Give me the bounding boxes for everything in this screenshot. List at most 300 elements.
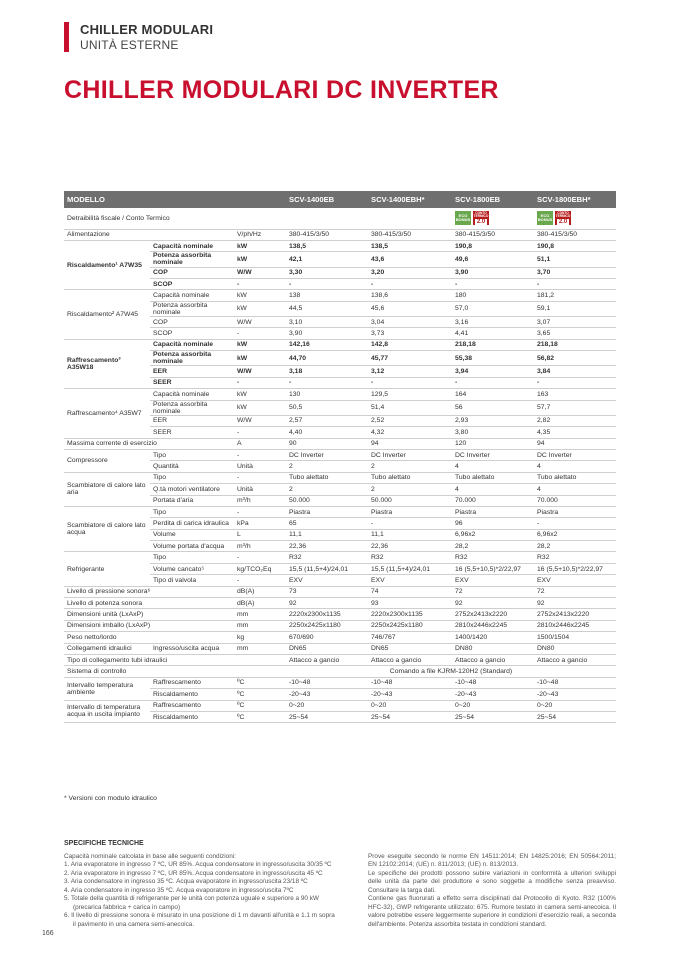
row-value: 4,35 xyxy=(534,427,616,438)
row-param-label: Capacità nominale xyxy=(150,389,234,400)
row-value: 15,5 (11,5+4)/24,01 xyxy=(368,563,452,574)
row-value: -20~43 xyxy=(286,689,368,700)
row-unit: W/W xyxy=(234,316,286,327)
row-value: 51,4 xyxy=(368,400,452,415)
specs-note: Le specifiche dei prodotti possono subire variazioni in conformità a ulteriori sviluppi delle unità da parte del produttore e sono soggette a modifiche senza preavviso. Consultare la targa dati. xyxy=(368,869,616,894)
row-group-label: Livello di potenza sonora xyxy=(64,598,234,609)
row-param-label: Portata d'aria xyxy=(150,495,234,506)
row-value: 4 xyxy=(534,484,616,495)
row-value: 1400/1420 xyxy=(452,632,534,643)
row-param-label: Volume xyxy=(150,529,234,540)
row-unit: kW xyxy=(234,240,286,251)
row-value: DN65 xyxy=(286,643,368,654)
row-value: 2250x2425x1180 xyxy=(286,620,368,631)
row-value: 1500/1504 xyxy=(534,632,616,643)
page-number: 166 xyxy=(42,930,54,937)
row-value: 25~54 xyxy=(534,711,616,722)
row-value: 44,5 xyxy=(286,301,368,316)
row-value: 50,5 xyxy=(286,400,368,415)
row-param-label: Ingresso/uscita acqua xyxy=(150,643,234,654)
row-unit: ºC xyxy=(234,677,286,688)
page-title: CHILLER MODULARI DC INVERTER xyxy=(64,76,499,104)
row-value: 2,93 xyxy=(452,415,534,426)
row-value: EXV xyxy=(286,575,368,586)
row-param-label: Potenza assorbita nominale xyxy=(150,252,234,267)
row-value: - xyxy=(534,377,616,388)
row-value: DC Inverter xyxy=(286,449,368,460)
row-param-label: Perdita di carica idraulica xyxy=(150,518,234,529)
row-value: 3,07 xyxy=(534,316,616,327)
row-param-label: SCOP xyxy=(150,278,234,289)
row-value: DN80 xyxy=(534,643,616,654)
row-value: Attacco a gancio xyxy=(452,655,534,666)
row-value: 92 xyxy=(286,598,368,609)
row-value: R32 xyxy=(534,552,616,563)
row-param-label: Volume portata d'acqua xyxy=(150,541,234,552)
row-value: - xyxy=(452,377,534,388)
row-group-label: Sistema di controllo xyxy=(64,666,234,677)
row-param-label: Tipo xyxy=(150,506,234,517)
eco-bonus-badge: ECO BONUS xyxy=(537,211,553,225)
row-param-label: COP xyxy=(150,316,234,327)
row-value: 90 xyxy=(286,438,368,449)
row-value: - xyxy=(534,278,616,289)
row-value: 56 xyxy=(452,400,534,415)
row-value: -20~43 xyxy=(534,689,616,700)
table-row xyxy=(64,666,616,677)
section-title: CHILLER MODULARI xyxy=(80,22,214,37)
row-param-label: Capacità nominale xyxy=(150,339,234,350)
row-value: 3,04 xyxy=(368,316,452,327)
row-unit: kg xyxy=(234,632,286,643)
row-value: 3,90 xyxy=(452,267,534,278)
row-unit: - xyxy=(234,328,286,339)
row-value: 3,80 xyxy=(452,427,534,438)
row-value: 0~20 xyxy=(286,700,368,711)
table-row xyxy=(64,229,616,240)
table-row xyxy=(64,389,616,400)
row-value: 70.000 xyxy=(452,495,534,506)
row-value: Piastra xyxy=(286,506,368,517)
row-param-label: Capacità nominale xyxy=(150,240,234,251)
row-value: Attacco a gancio xyxy=(286,655,368,666)
header-accent-bar xyxy=(64,22,69,52)
row-value: Attacco a gancio xyxy=(368,655,452,666)
row-unit: kW xyxy=(234,389,286,400)
row-value: 2,57 xyxy=(286,415,368,426)
row-value: 4 xyxy=(452,461,534,472)
row-value: - xyxy=(452,278,534,289)
row-value: 6,96x2 xyxy=(534,529,616,540)
row-value: R32 xyxy=(452,552,534,563)
table-row xyxy=(64,677,616,688)
row-value: 25~54 xyxy=(452,711,534,722)
row-value: 0~20 xyxy=(452,700,534,711)
row-value: 218,18 xyxy=(534,339,616,350)
row-value: 3,90 xyxy=(286,328,368,339)
specs-item: 5. Totale della quantità di refrigerante per le unità con potenza uguale e superiore a 90 kW (precarica fabbrica + carica in campo) xyxy=(64,895,319,911)
table-row xyxy=(64,506,616,517)
row-value: DC Inverter xyxy=(452,449,534,460)
row-unit: kW xyxy=(234,339,286,350)
row-value: 94 xyxy=(368,438,452,449)
row-value: 4 xyxy=(452,484,534,495)
table-row xyxy=(64,643,616,654)
row-value: EXV xyxy=(368,575,452,586)
row-value: 190,8 xyxy=(452,240,534,251)
row-value: 3,70 xyxy=(534,267,616,278)
eco-bonus-badge: ECO BONUS xyxy=(455,211,471,225)
row-group-label: Riscaldamento² A7W45 xyxy=(64,290,150,339)
row-unit: - xyxy=(234,575,286,586)
row-value: 2 xyxy=(368,484,452,495)
row-unit: - xyxy=(234,278,286,289)
row-value: 51,1 xyxy=(534,252,616,267)
row-value: 93 xyxy=(368,598,452,609)
row-value: - xyxy=(286,278,368,289)
row-value: 3,16 xyxy=(452,316,534,327)
row-value: 25~54 xyxy=(368,711,452,722)
footnote: * Versioni con modulo idraulico xyxy=(64,795,157,802)
row-value: Piastra xyxy=(368,506,452,517)
row-value: -10~48 xyxy=(368,677,452,688)
row-unit: W/W xyxy=(234,366,286,377)
header-model: SCV-1400EB xyxy=(286,191,368,208)
row-value: 25~54 xyxy=(286,711,368,722)
incentive-label: Detraibilità fiscale / Conto Termico xyxy=(64,208,286,229)
row-value: 2752x2413x2220 xyxy=(452,609,534,620)
row-value: 56,82 xyxy=(534,351,616,366)
row-value: -10~48 xyxy=(534,677,616,688)
row-group-label: Livello di pressione sonora⁶ xyxy=(64,586,234,597)
table-row xyxy=(64,632,616,643)
row-value: Attacco a gancio xyxy=(534,655,616,666)
table-header-row xyxy=(64,191,616,208)
row-value: 50.000 xyxy=(286,495,368,506)
row-value: Tubo alettato xyxy=(452,472,534,483)
row-unit: ºC xyxy=(234,711,286,722)
row-value: 380-415/3/50 xyxy=(368,229,452,240)
table-row xyxy=(64,620,616,631)
table-row xyxy=(64,655,616,666)
row-value: 138,5 xyxy=(286,240,368,251)
row-value: 3,94 xyxy=(452,366,534,377)
row-group-label: Compressore xyxy=(64,449,150,472)
row-unit: mm xyxy=(234,643,286,654)
row-value: 2 xyxy=(286,484,368,495)
row-value: DN80 xyxy=(452,643,534,654)
row-value: -10~48 xyxy=(286,677,368,688)
row-value: 380-415/3/50 xyxy=(452,229,534,240)
row-param-label: SEER xyxy=(150,427,234,438)
row-value: 45,77 xyxy=(368,351,452,366)
row-value: 142,16 xyxy=(286,339,368,350)
row-value: -20~43 xyxy=(452,689,534,700)
specs-heading: SPECIFICHE TECNICHE xyxy=(64,840,144,847)
row-param-label: Potenza assorbita nominale xyxy=(150,351,234,366)
incentive-badges xyxy=(537,211,571,225)
row-value: 49,6 xyxy=(452,252,534,267)
row-unit: A xyxy=(234,438,286,449)
row-value: - xyxy=(368,377,452,388)
spec-table xyxy=(64,191,616,723)
row-group-label: Riscaldamento¹ A7W35 xyxy=(64,240,150,289)
row-value: Comando a file KJRM-120H2 (Standard) xyxy=(286,666,616,677)
row-value: 65 xyxy=(286,518,368,529)
row-value: 3,84 xyxy=(534,366,616,377)
row-value: 380-415/3/50 xyxy=(534,229,616,240)
row-group-label: Scambiatore di calore lato aria xyxy=(64,472,150,506)
row-value: 4,32 xyxy=(368,427,452,438)
row-unit: kW xyxy=(234,290,286,301)
row-value: 138,5 xyxy=(368,240,452,251)
row-value: 16 (5,5+10,5)*2/22,97 xyxy=(534,563,616,574)
row-value: 138 xyxy=(286,290,368,301)
row-value: 2810x2446x2245 xyxy=(534,620,616,631)
row-value: EXV xyxy=(452,575,534,586)
row-value: DC Inverter xyxy=(534,449,616,460)
row-unit: Unità xyxy=(234,484,286,495)
row-value: 4,41 xyxy=(452,328,534,339)
row-value: -10~48 xyxy=(452,677,534,688)
row-value: 2752x2413x2220 xyxy=(534,609,616,620)
row-value: 57,7 xyxy=(534,400,616,415)
table-row xyxy=(64,240,616,251)
table-row xyxy=(64,339,616,350)
incentive-badges xyxy=(455,211,489,225)
row-value: 70.000 xyxy=(534,495,616,506)
row-value: 3,30 xyxy=(286,267,368,278)
row-value: Piastra xyxy=(452,506,534,517)
row-group-label: Massima corrente di esercizio xyxy=(64,438,234,449)
row-value: - xyxy=(534,518,616,529)
row-value: 4,40 xyxy=(286,427,368,438)
row-value: R32 xyxy=(368,552,452,563)
row-group-label: Alimentazione xyxy=(64,229,234,240)
row-param-label: Tipo xyxy=(150,472,234,483)
row-value: Tubo alettato xyxy=(286,472,368,483)
row-param-label: Potenza assorbita nominale xyxy=(150,400,234,415)
row-group-label: Intervallo di temperatura acqua in uscita impianto xyxy=(64,700,150,723)
specs-notes xyxy=(368,853,616,929)
section-subtitle: UNITÀ ESTERNE xyxy=(80,38,179,52)
row-value: 44,70 xyxy=(286,351,368,366)
row-group-label: Raffrescamento⁴ A35W7 xyxy=(64,389,150,438)
table-row xyxy=(64,449,616,460)
row-unit: Unità xyxy=(234,461,286,472)
row-value: 59,1 xyxy=(534,301,616,316)
table-row xyxy=(64,700,616,711)
row-value: 2,82 xyxy=(534,415,616,426)
row-group-label: Intervallo temperatura ambiente xyxy=(64,677,150,700)
row-group-label: Peso netto/lordo xyxy=(64,632,234,643)
row-value: 11,1 xyxy=(368,529,452,540)
row-unit: dB(A) xyxy=(234,598,286,609)
header-model-label: MODELLO xyxy=(64,191,286,208)
row-value: 3,12 xyxy=(368,366,452,377)
specs-item: 2. Aria evaporatore in ingresso 7 ºC, UR 85%. Acqua condensatore in ingresso/uscita 45 ºC xyxy=(64,869,323,877)
row-unit: kW xyxy=(234,301,286,316)
row-value: 2810x2446x2245 xyxy=(452,620,534,631)
row-value: 142,8 xyxy=(368,339,452,350)
row-unit: W/W xyxy=(234,267,286,278)
row-value: 2220x2300x1135 xyxy=(286,609,368,620)
row-value: 0~20 xyxy=(368,700,452,711)
row-value: 11,1 xyxy=(286,529,368,540)
row-unit: kg/TCO₂Eq xyxy=(234,563,286,574)
row-value: 138,6 xyxy=(368,290,452,301)
row-param-label: COP xyxy=(150,267,234,278)
row-param-label: Raffrescamento xyxy=(150,677,234,688)
header-model: SCV-1400EBH* xyxy=(368,191,452,208)
row-group-label: Tipo di collegamento tubi idraulici xyxy=(64,655,234,666)
row-value: 72 xyxy=(534,586,616,597)
row-value: 57,0 xyxy=(452,301,534,316)
row-value: 72 xyxy=(452,586,534,597)
row-unit: dB(A) xyxy=(234,586,286,597)
row-value: 50.000 xyxy=(368,495,452,506)
row-value: 55,38 xyxy=(452,351,534,366)
row-unit: kW xyxy=(234,400,286,415)
row-value: 22,36 xyxy=(368,541,452,552)
row-group-label: Collegamenti idraulici xyxy=(64,643,150,654)
row-value: 6,96x2 xyxy=(452,529,534,540)
row-value: R32 xyxy=(286,552,368,563)
row-unit: L xyxy=(234,529,286,540)
row-group-label: Scambiatore di calore lato acqua xyxy=(64,506,150,552)
row-value: 180 xyxy=(452,290,534,301)
row-value: 3,18 xyxy=(286,366,368,377)
row-value: 130 xyxy=(286,389,368,400)
row-value: 73 xyxy=(286,586,368,597)
row-param-label: Tipo di valvola xyxy=(150,575,234,586)
header-model: SCV-1800EB xyxy=(452,191,534,208)
row-value: - xyxy=(368,518,452,529)
row-value: Piastra xyxy=(534,506,616,517)
header-model: SCV-1800EBH* xyxy=(534,191,616,208)
row-param-label: SCOP xyxy=(150,328,234,339)
row-value: 181,2 xyxy=(534,290,616,301)
table-row xyxy=(64,290,616,301)
row-unit: kPa xyxy=(234,518,286,529)
row-value: 2,52 xyxy=(368,415,452,426)
specs-note: Contiene gas fluorurati a effetto serra disciplinati dal Protocollo di Kyoto. R32 (100% HFC-32), GWP refrigerante utilizzato: 675. Rumore testato in camera semi-anecoica. Il valore potrebbe essere leggermente superiore in condizioni d'esercizio reali, a seconda dell'ambiente. Potenza assorbita testata in condizioni standard. xyxy=(368,895,616,928)
row-unit: mm xyxy=(234,620,286,631)
row-value: 164 xyxy=(452,389,534,400)
row-unit: - xyxy=(234,377,286,388)
table-row xyxy=(64,472,616,483)
row-value: 16 (5,5+10,5)*2/22,97 xyxy=(452,563,534,574)
specs-item: 1. Aria evaporatore in ingresso 7 ºC, UR 85%. Acqua condensatore in ingresso/uscita 30/35 ºC xyxy=(64,861,332,869)
table-row xyxy=(64,609,616,620)
row-value: - xyxy=(368,278,452,289)
row-value: 2250x2425x1180 xyxy=(368,620,452,631)
row-param-label: Riscaldamento xyxy=(150,689,234,700)
row-value: 15,5 (11,5+4)/24,01 xyxy=(286,563,368,574)
row-value: 129,5 xyxy=(368,389,452,400)
incentive-row xyxy=(64,208,616,229)
row-group-label: Refrigerante xyxy=(64,552,150,586)
conto-termico-badge: CONTO TERMICO 2.0 xyxy=(473,210,489,225)
row-unit: ºC xyxy=(234,689,286,700)
row-param-label: Tipo xyxy=(150,449,234,460)
specs-item: 3. Aria condensatore in ingresso 35 ºC. Acqua evaporatore in ingresso/uscita 23/18 ºC xyxy=(64,878,308,886)
row-value: 96 xyxy=(452,518,534,529)
row-param-label: Potenza assorbita nominale xyxy=(150,301,234,316)
row-value: 218,18 xyxy=(452,339,534,350)
row-param-label: Raffrescamento xyxy=(150,700,234,711)
row-param-label: EER xyxy=(150,415,234,426)
row-value: 28,2 xyxy=(452,541,534,552)
row-unit xyxy=(234,666,286,677)
specs-note: Prove eseguite secondo le norme EN 14511:2014; EN 14825:2016; EN 50564:2011; EN 12102:2014; (UE) n. 811/2013; (UE) n. 813/2013. xyxy=(368,853,616,869)
row-unit: ºC xyxy=(234,700,286,711)
row-value: 3,20 xyxy=(368,267,452,278)
row-value: 94 xyxy=(534,438,616,449)
row-unit: - xyxy=(234,449,286,460)
row-unit: V/ph/Hz xyxy=(234,229,286,240)
row-unit: - xyxy=(234,427,286,438)
row-value: 45,6 xyxy=(368,301,452,316)
row-value: 3,73 xyxy=(368,328,452,339)
row-group-label: Raffrescamento³ A35W18 xyxy=(64,339,150,388)
row-param-label: Q.tà motori ventilatore xyxy=(150,484,234,495)
row-value: DC Inverter xyxy=(368,449,452,460)
row-value: - xyxy=(286,377,368,388)
row-param-label: Tipo xyxy=(150,552,234,563)
row-value: 380-415/3/50 xyxy=(286,229,368,240)
row-value: EXV xyxy=(534,575,616,586)
row-unit: W/W xyxy=(234,415,286,426)
row-unit: mm xyxy=(234,609,286,620)
row-value: 3,65 xyxy=(534,328,616,339)
table-row xyxy=(64,552,616,563)
row-unit: m³/h xyxy=(234,495,286,506)
row-value: 42,1 xyxy=(286,252,368,267)
specs-conditions xyxy=(64,853,338,929)
row-value: 0~20 xyxy=(534,700,616,711)
row-value: 43,6 xyxy=(368,252,452,267)
row-value: 670/690 xyxy=(286,632,368,643)
row-value: 120 xyxy=(452,438,534,449)
conto-termico-badge: CONTO TERMICO 2.0 xyxy=(555,210,571,225)
row-value: DN65 xyxy=(368,643,452,654)
row-value: 2220x2300x1135 xyxy=(368,609,452,620)
row-param-label: EER xyxy=(150,366,234,377)
row-value: 190,8 xyxy=(534,240,616,251)
row-value: 2 xyxy=(286,461,368,472)
table-row xyxy=(64,438,616,449)
row-unit: kW xyxy=(234,252,286,267)
specs-item: 4. Aria condensatore in ingresso 35 ºC. Acqua evaporatore in ingresso/uscita 7ºC xyxy=(64,886,294,894)
row-value: 163 xyxy=(534,389,616,400)
row-unit: m³/h xyxy=(234,541,286,552)
row-value: 22,36 xyxy=(286,541,368,552)
row-value: 28,2 xyxy=(534,541,616,552)
row-group-label: Dimensioni imballo (LxAxP) xyxy=(64,620,234,631)
row-value: 746/767 xyxy=(368,632,452,643)
row-value: Tubo alettato xyxy=(534,472,616,483)
row-group-label: Dimensioni unità (LxAxP) xyxy=(64,609,234,620)
row-param-label: Volume cancato⁵ xyxy=(150,563,234,574)
row-value: -20~43 xyxy=(368,689,452,700)
specs-item: 6. Il livello di pressione sonora è misurato in una posizione di 1 m davanti all'unità e 1.1 m sopra il pavimento in una camera semi-anecoica. xyxy=(64,912,335,928)
row-unit: kW xyxy=(234,351,286,366)
row-unit: - xyxy=(234,506,286,517)
table-row xyxy=(64,598,616,609)
row-unit: - xyxy=(234,552,286,563)
table-row xyxy=(64,586,616,597)
